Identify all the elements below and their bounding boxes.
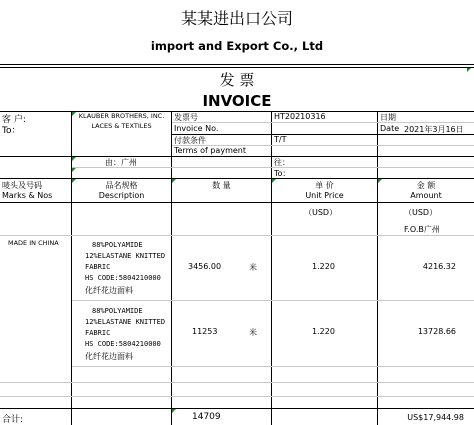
date-label-en: Date — [380, 124, 400, 133]
item-desc-line: 88%POLYAMIDE — [92, 307, 143, 315]
col-amount-en: Amount — [410, 191, 442, 200]
item-unit: 米 — [249, 263, 257, 272]
item-desc-line: 化纤花边面料 — [85, 352, 133, 361]
col-price-cn: 单 价 — [315, 181, 334, 190]
from-port: 由：广州 — [105, 158, 137, 167]
item-desc-line: 12%ELASTANE KNITTED — [85, 252, 166, 260]
col-marks-cn: 唛头及号码 — [2, 181, 42, 190]
col-marks-en: Marks & Nos — [2, 191, 53, 200]
invoice-no-label-cn: 发票号 — [174, 113, 198, 122]
item-desc-line: 化纤花边面料 — [85, 286, 133, 295]
price-currency: （USD） — [304, 208, 338, 217]
item-desc-line: HS CODE:5804210000 — [85, 340, 161, 348]
invoice-title-en: INVOICE — [202, 92, 272, 110]
item-qty: 3456.00 — [188, 262, 222, 271]
shipping-marks: MADE IN CHINA — [8, 239, 59, 247]
item-desc-line: FABRIC — [85, 329, 111, 337]
item-desc-line: 12%ELASTANE KNITTED — [85, 318, 166, 326]
invoice-title-cn: 发 票 — [219, 71, 255, 89]
total-label: 合计: — [2, 415, 24, 425]
item-unit: 米 — [249, 328, 257, 337]
col-price-en: Unit Price — [305, 191, 344, 200]
to-label: To： — [2, 126, 21, 136]
col-amount-cn: 金 额 — [416, 181, 436, 190]
invoice-no-label-en: Invoice No. — [174, 124, 219, 133]
company-name-en: import and Export Co., Ltd — [150, 39, 324, 53]
item-desc-line: FABRIC — [85, 263, 111, 271]
customer-name: KLAUBER BROTHERS, INC. — [78, 112, 165, 120]
item-amount: 13728.66 — [417, 327, 456, 336]
payment-label-en: Terms of payment — [174, 146, 246, 155]
item-price: 1.220 — [312, 327, 335, 336]
total-qty: 14709 — [192, 412, 221, 422]
date-label-cn: 日期 — [380, 113, 396, 122]
item-price: 1.220 — [312, 262, 335, 271]
total-amount: US$17,944.98 — [407, 413, 464, 422]
company-name-cn: 某某进出口公司 — [180, 9, 293, 28]
customer-label: 客 户: — [2, 115, 26, 125]
amount-terms: F.O.B广州 — [404, 225, 440, 234]
col-desc-en: Description — [98, 191, 145, 200]
item-desc-line: HS CODE:5804210000 — [85, 274, 161, 282]
col-qty-cn: 数 量 — [212, 181, 231, 190]
customer-name-line2: LACES & TEXTILES — [91, 122, 152, 130]
item-desc-line: 88%POLYAMIDE — [92, 241, 143, 249]
item-qty: 11253 — [192, 327, 218, 336]
payment-value: T/T — [274, 135, 287, 144]
invoice-no-value: HT20210316 — [274, 112, 326, 121]
to-port-label-cn: 往： — [274, 158, 290, 167]
date-value: 2021年3月16日 — [404, 125, 464, 134]
payment-label-cn: 付款条件 — [174, 136, 206, 145]
to-port-label-en: To： — [274, 169, 291, 178]
item-amount: 4216.32 — [422, 262, 456, 271]
amount-currency: （USD） — [404, 208, 438, 217]
col-desc-cn: 品名规格 — [105, 181, 138, 190]
